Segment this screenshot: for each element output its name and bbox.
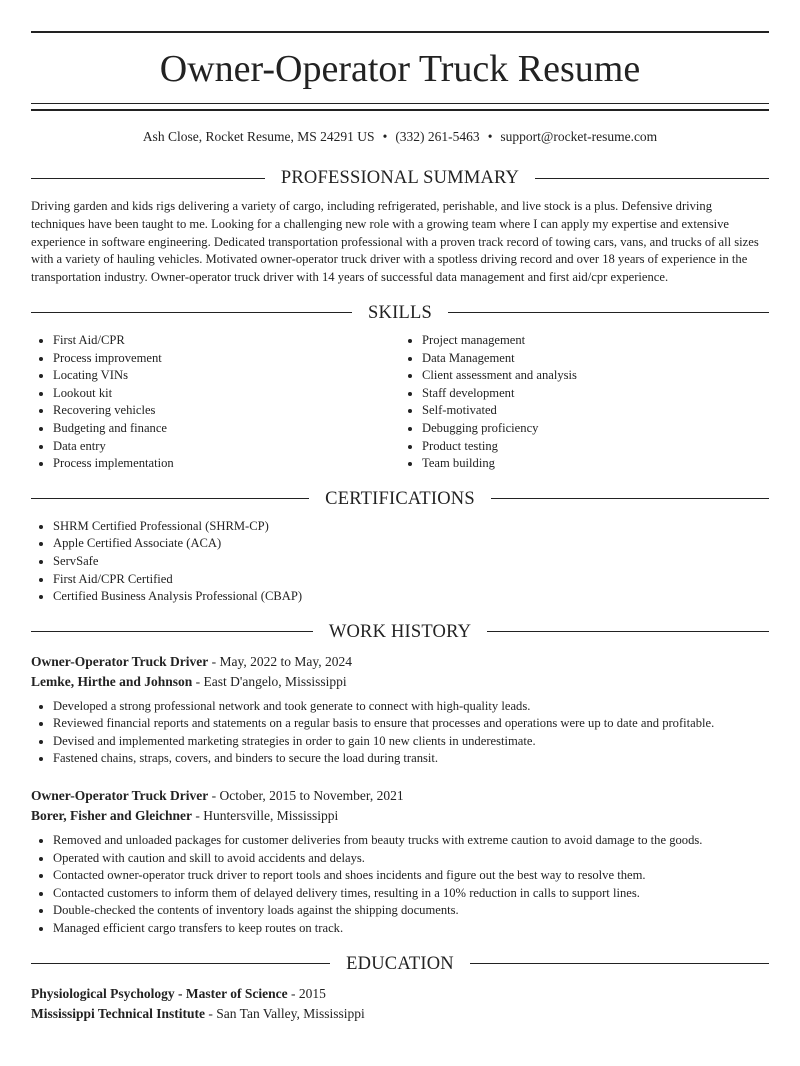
certification-item: • SHRM Certified Professional (SHRM-CP) xyxy=(53,518,769,536)
education-school-line xyxy=(31,1004,769,1024)
title-double-rule xyxy=(31,103,769,111)
skills-heading xyxy=(31,301,769,325)
skill-item: • Lookout kit xyxy=(53,385,400,403)
skill-item: • Debugging proficiency xyxy=(422,420,769,438)
job-role: Owner-Operator Truck Driver xyxy=(31,653,209,669)
job-bullets xyxy=(31,832,769,938)
skill-item: • Client assessment and analysis xyxy=(422,367,769,385)
summary-heading-label: PROFESSIONAL SUMMARY xyxy=(280,168,520,188)
job-location: - Huntersville, Mississippi xyxy=(195,808,339,824)
job-bullet: • Double-checked the contents of inventory loads against the shipping documents. xyxy=(53,902,769,920)
heading-rule xyxy=(31,631,313,632)
heading-rule xyxy=(491,498,769,499)
summary-text: Driving garden and kids rigs delivering a variety of cargo, including refrigerated, perishable, and live stock is a plus. Defensive driving techniques have been taught to me. Looking for a challenging new role with a growing team where I can apply my expertise and extensive experience in software engineering. Dedicated transportation professional with a proven track record of towing cars, vans, and trucks of all sizes with a variety of hauling vehicles. Motivated owner-operator truck driver with a spotless driving record and over 18 years of experience in the transportation industry. Owner-operator truck driver with 14 years of successful data management and first aid/cpr experience. xyxy=(31,199,759,285)
job-bullet: • Contacted owner-operator truck driver to report tools and shoes incidents and figure out the best way to resolve them. xyxy=(53,867,769,885)
education-entry xyxy=(31,984,769,1024)
heading-rule xyxy=(448,312,769,313)
job-dates: - October, 2015 to November, 2021 xyxy=(211,788,404,804)
contact-separator: • xyxy=(487,129,493,144)
heading-rule xyxy=(487,631,769,632)
certification-item: • Apple Certified Associate (ACA) xyxy=(53,535,769,553)
education-degree: Physiological Psychology - Master of Science xyxy=(31,985,288,1001)
heading-rule xyxy=(31,178,265,179)
skills-list xyxy=(31,332,769,473)
skill-item: • Data Management xyxy=(422,350,769,368)
contact-line xyxy=(31,128,769,146)
job-entry xyxy=(31,652,769,768)
heading-rule xyxy=(535,178,769,179)
work-history-heading xyxy=(31,620,769,644)
job-bullet: • Reviewed financial reports and statements on a regular basis to ensure that processes and operations were up to date and profitable. xyxy=(53,715,769,733)
job-bullet: • Developed a strong professional network and took generate to connect with high-quality leads. xyxy=(53,698,769,716)
skill-item: • Data entry xyxy=(53,438,400,456)
job-location: - East D'angelo, Mississippi xyxy=(195,673,347,689)
education-location: - San Tan Valley, Mississippi xyxy=(208,1005,365,1021)
job-company-line xyxy=(31,806,769,826)
resume-title: Owner-Operator Truck Resume xyxy=(159,48,641,90)
skills-heading-label: SKILLS xyxy=(368,302,432,323)
job-bullet: • Managed efficient cargo transfers to keep routes on track. xyxy=(53,920,769,938)
certifications-heading xyxy=(31,487,769,511)
education-degree-line xyxy=(31,984,769,1004)
skill-item: • Product testing xyxy=(422,438,769,456)
heading-rule xyxy=(31,312,352,313)
skill-item: • Process implementation xyxy=(53,455,400,473)
work-history-heading-label: WORK HISTORY xyxy=(328,621,472,642)
skill-item: • Budgeting and finance xyxy=(53,420,400,438)
contact-separator: • xyxy=(382,129,388,144)
job-bullet: • Contacted customers to inform them of delayed delivery times, resulting in a 10% reduction in calls to support lines. xyxy=(53,885,769,903)
skill-item: • Process improvement xyxy=(53,350,400,368)
certifications-heading-label: CERTIFICATIONS xyxy=(325,488,475,509)
heading-rule xyxy=(31,963,330,964)
job-company: Borer, Fisher and Gleichner xyxy=(31,808,192,824)
skill-item: • Staff development xyxy=(422,385,769,403)
skills-column-left xyxy=(31,332,400,473)
skill-item: • Recovering vehicles xyxy=(53,402,400,420)
education-heading xyxy=(31,952,769,976)
job-entry xyxy=(31,786,769,938)
job-company-line xyxy=(31,672,769,692)
skill-item: • First Aid/CPR xyxy=(53,332,400,350)
resume-page xyxy=(31,31,769,1024)
job-bullet: • Removed and unloaded packages for customer deliveries from beauty trucks with extreme caution to avoid damage to the goods. xyxy=(53,832,769,850)
job-dates: - May, 2022 to May, 2024 xyxy=(211,653,352,669)
skill-item: • Project management xyxy=(422,332,769,350)
certification-item: • ServSafe xyxy=(53,553,769,571)
job-role: Owner-Operator Truck Driver xyxy=(31,788,209,804)
education-school: Mississippi Technical Institute xyxy=(31,1005,206,1021)
heading-rule xyxy=(31,498,309,499)
contact-address: Ash Close, Rocket Resume, MS 24291 US xyxy=(142,129,375,144)
skills-column-right xyxy=(400,332,769,473)
skill-item: • Self-motivated xyxy=(422,402,769,420)
skill-item: • Team building xyxy=(422,455,769,473)
certification-item: • Certified Business Analysis Professional (CBAP) xyxy=(53,588,769,606)
job-bullet: • Operated with caution and skill to avoid accidents and delays. xyxy=(53,850,769,868)
heading-rule xyxy=(470,963,769,964)
job-bullet: • Fastened chains, straps, covers, and binders to secure the load during transit. xyxy=(53,750,769,768)
contact-email[interactable]: support@rocket-resume.com xyxy=(500,129,658,144)
job-company: Lemke, Hirthe and Johnson xyxy=(31,673,193,689)
job-title-line xyxy=(31,652,769,672)
summary-heading xyxy=(31,166,769,190)
job-bullets xyxy=(31,698,769,768)
contact-phone: (332) 261-5463 xyxy=(395,129,480,144)
education-year: - 2015 xyxy=(290,985,326,1001)
certifications-list xyxy=(31,518,769,606)
education-heading-label: EDUCATION xyxy=(346,953,454,974)
certification-item: • First Aid/CPR Certified xyxy=(53,571,769,589)
job-bullet: • Devised and implemented marketing strategies in order to gain 10 new clients in underestimate. xyxy=(53,733,769,751)
job-title-line xyxy=(31,786,769,806)
skill-item: • Locating VINs xyxy=(53,367,400,385)
